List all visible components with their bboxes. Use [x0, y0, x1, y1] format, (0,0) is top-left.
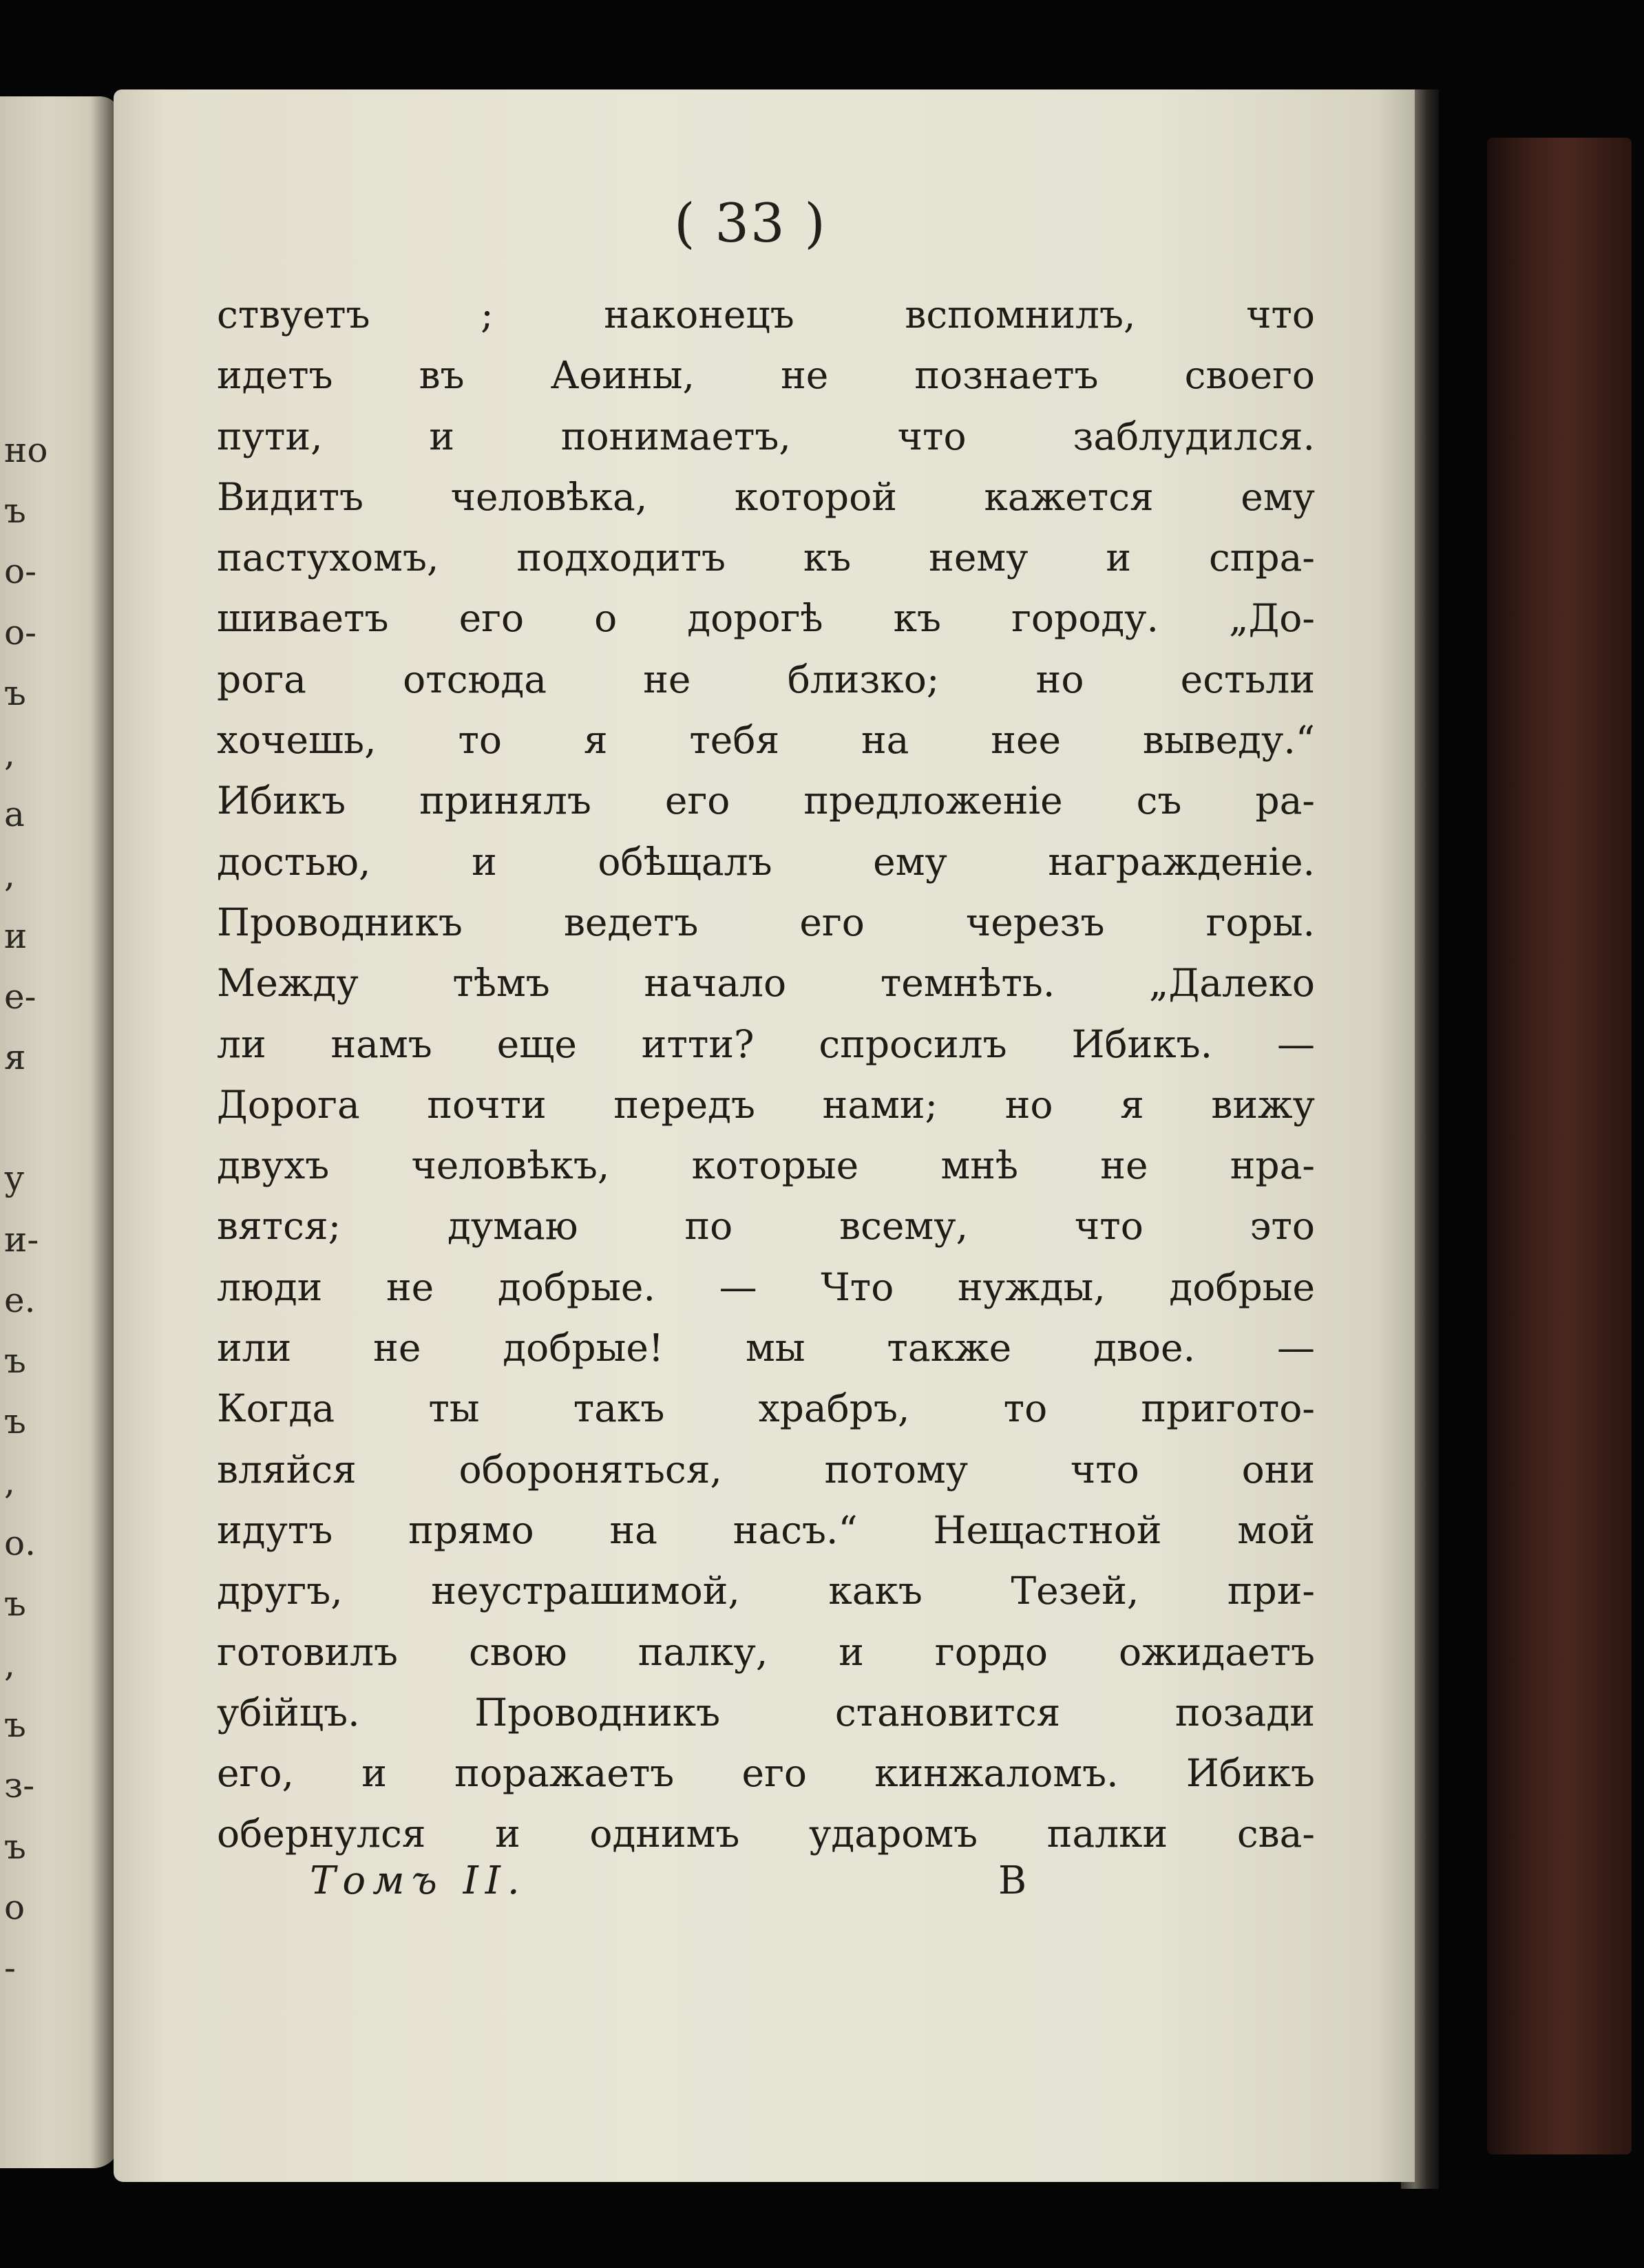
text-line: Видитъ человѣка, которой кажется ему [217, 474, 1315, 519]
text-line: вятся; думаю по всему, что это [217, 1204, 1315, 1249]
previous-page-text-fragments: но ъ о- о- ъ , а , и е- я у и- е. ъ ъ , о. ъ , ъ з- ъ о - [4, 430, 48, 1989]
book-page [114, 89, 1415, 2182]
text-line: двухъ человѣкъ, которые мнѣ не нра- [217, 1143, 1315, 1188]
page-footer [310, 1858, 1342, 1927]
text-line: другъ, неустрашимой, какъ Тезей, при- [217, 1569, 1315, 1613]
text-line: рога отсюда не близко; но естьли [217, 657, 1315, 701]
text-line: Дорога почти передъ нами; но я вижу [217, 1082, 1315, 1127]
text-line: Когда ты такъ храбръ, то пригото- [217, 1386, 1315, 1431]
text-line: вляйся обороняться, потому что они [217, 1447, 1315, 1492]
previous-page-edge [0, 96, 120, 2168]
text-line: готовилъ свою палку, и гордо ожидаетъ [217, 1629, 1315, 1674]
text-line: ствуетъ ; наконецъ вспомнилъ, что [217, 293, 1315, 337]
text-line: идетъ въ Аөины, не познаетъ своего [217, 353, 1315, 398]
volume-label: Томъ II. [310, 1858, 527, 1903]
text-line: шиваетъ его о дорогѣ къ городу. „До- [217, 596, 1315, 641]
text-line: Ибикъ принялъ его предложеніе съ ра- [217, 778, 1315, 823]
text-line: пути, и понимаетъ, что заблудился. [217, 414, 1315, 458]
text-line: Проводникъ ведетъ его черезъ горы. [217, 900, 1315, 944]
text-line: убійцъ. Проводникъ становится позади [217, 1690, 1315, 1735]
signature-mark: В [998, 1858, 1027, 1903]
text-line: Между тѣмъ начало темнѣть. „Далеко [217, 961, 1315, 1006]
text-line: хочешь, то я тебя на нее выведу.“ [217, 718, 1315, 763]
text-line: идутъ прямо на насъ.“ Нещастной мой [217, 1507, 1315, 1552]
text-line: обернулся и однимъ ударомъ палки сва- [217, 1812, 1315, 1856]
text-line: достью, и обѣщалъ ему награжденіе. [217, 839, 1315, 884]
text-line: люди не добрые. — Что нужды, добрые [217, 1264, 1315, 1309]
text-line: ли намъ еще итти? спросилъ Ибикъ. — [217, 1021, 1315, 1066]
text-line: пастухомъ, подходитъ къ нему и спра- [217, 536, 1315, 580]
body-text [217, 284, 1315, 1865]
text-line: или не добрые! мы также двое. — [217, 1326, 1315, 1370]
text-line: его, и поражаетъ его кинжаломъ. Ибикъ [217, 1751, 1315, 1796]
page-number: ( 33 ) [674, 193, 827, 255]
book-cover-right [1487, 138, 1632, 2154]
